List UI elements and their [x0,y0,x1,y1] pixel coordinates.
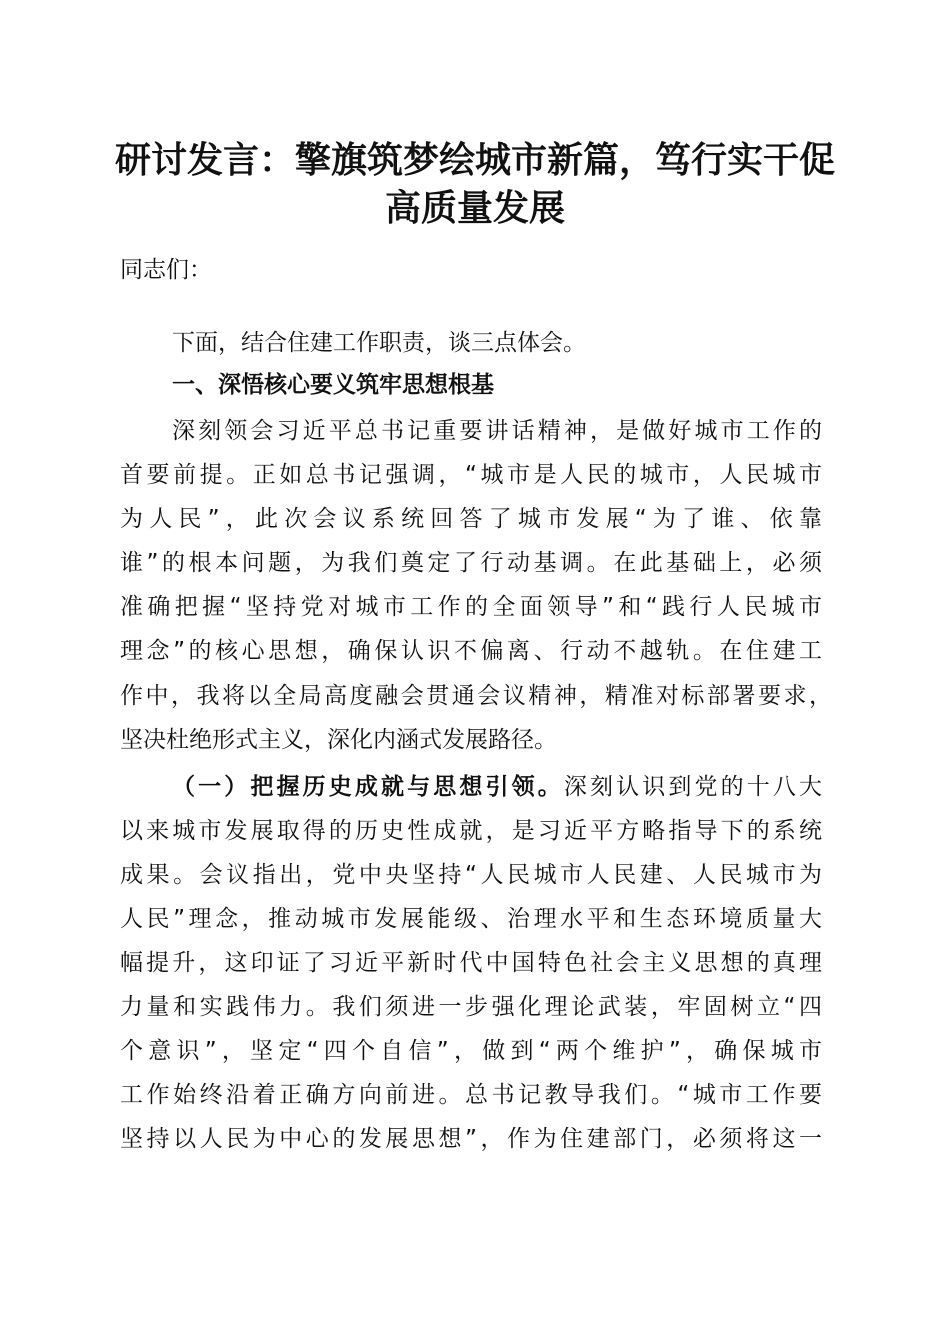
paragraph-1-line: 深刻领会习近平总书记重要讲话精神，是做好城市工作的 [172,418,822,444]
document-title-line-1: 研讨发言：擎旗筑梦绘城市新篇，笃行实干促 [114,139,835,181]
paragraph-1-line: 准确把握“坚持党对城市工作的全面领导”和“践行人民城市 [120,594,822,620]
paragraph-2-line: 工作始终沿着正确方向前进。总书记教导我们。“城市工作要 [120,1082,822,1108]
intro-text: 下面，结合住建工作职责，谈三点体会。 [172,330,586,356]
paragraph-2-line: 坚持以人民为中心的发展思想”，作为住建部门，必须将这一 [120,1126,822,1152]
paragraph-2-line: 个意识”，坚定“四个自信”，做到“两个维护”，确保城市 [120,1038,822,1064]
paragraph-2-lead-text: 深刻认识到党的十八大 [563,774,822,800]
document-title-line-2: 高质量发展 [384,187,565,229]
salutation: 同志们： [120,257,212,283]
paragraph-1-line: 作中，我将以全局高度融会贯通会议精神，精准对标部署要求， [120,683,832,709]
paragraph-2-line: 幅提升，这印证了习近平新时代中国特色社会主义思想的真理 [120,950,822,976]
paragraph-1-line: 谁”的根本问题，为我们奠定了行动基调。在此基础上，必须 [120,550,822,576]
paragraph-1-line: 理念”的核心思想，确保认识不偏离、行动不越轨。在住建工 [120,638,822,664]
paragraph-1-line: 为人民”，此次会议系统回答了城市发展“为了谁、依靠 [120,506,822,532]
section-heading-1: 一、深悟核心要义筑牢思想根基 [172,372,494,398]
paragraph-2-line: 力量和实践伟力。我们须进一步强化理论武装，牢固树立“四 [120,994,822,1020]
subheading-1: （一）把握历史成就与思想引领。 [172,774,564,800]
paragraph-2-line: 成果。会议指出，党中央坚持“人民城市人民建、人民城市为 [120,862,822,888]
paragraph-2-first-line [172,772,822,802]
paragraph-2-line: 以来城市发展取得的历史性成就，是习近平方略指导下的系统 [120,818,822,844]
paragraph-1-line: 坚决杜绝形式主义，深化内涵式发展路径。 [120,727,557,753]
paragraph-1-line: 首要前提。正如总书记强调，“城市是人民的城市，人民城市 [120,462,822,488]
paragraph-2-line: 人民”理念，推动城市发展能级、治理水平和生态环境质量大 [120,906,822,932]
